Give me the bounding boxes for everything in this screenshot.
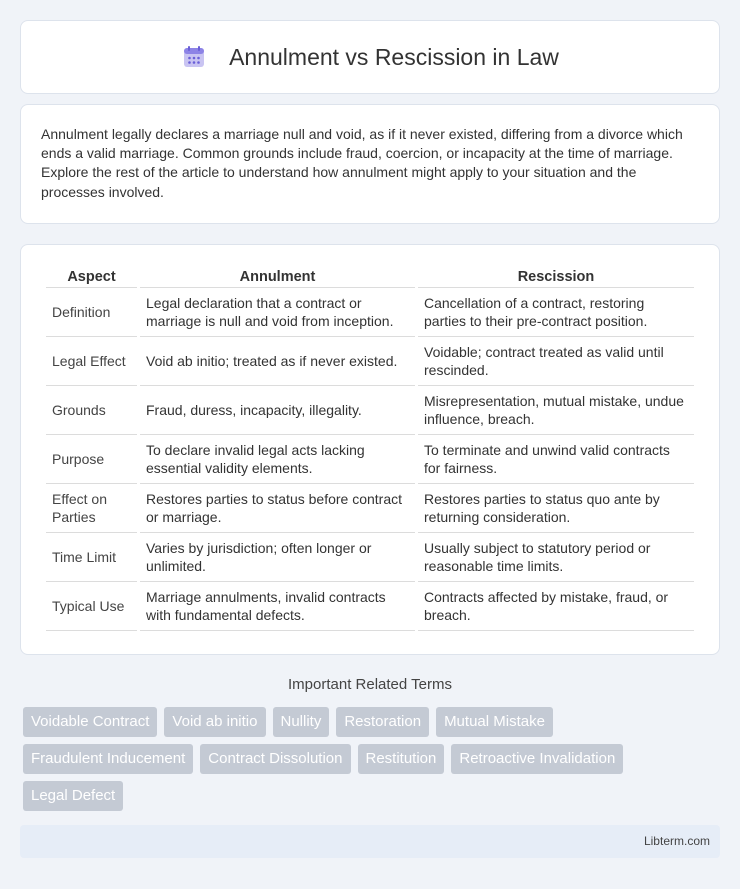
- row-annulment: Marriage annulments, invalid contracts with fundamental defects.: [140, 582, 415, 631]
- comparison-table-card: [20, 244, 720, 655]
- table-row: [46, 435, 694, 484]
- related-terms-title: Important Related Terms: [288, 676, 452, 693]
- row-rescission: Voidable; contract treated as valid until rescinded.: [418, 337, 694, 386]
- comparison-table: [43, 265, 697, 631]
- row-aspect: Definition: [46, 288, 137, 337]
- tag-nullity[interactable]: Nullity: [273, 707, 330, 737]
- tag-restoration[interactable]: Restoration: [336, 707, 429, 737]
- row-aspect: Effect on Parties: [46, 484, 137, 533]
- row-annulment: Fraud, duress, incapacity, illegality.: [140, 386, 415, 435]
- table-row: [46, 337, 694, 386]
- intro-card: [20, 104, 720, 224]
- header-annulment: Annulment: [140, 265, 415, 288]
- footer: [20, 825, 720, 858]
- row-annulment: Varies by jurisdiction; often longer or unlimited.: [140, 533, 415, 582]
- header-aspect: Aspect: [46, 265, 137, 288]
- table-row: [46, 533, 694, 582]
- table-row: [46, 582, 694, 631]
- row-aspect: Legal Effect: [46, 337, 137, 386]
- intro-text: Annulment legally declares a marriage null and void, as if it never existed, differing from a divorce which ends a valid marriage. Common grounds include fraud, coercion, or incapacity at the time of marriage. Explore the rest of the article to understand how annulment might apply to your situation and the processes involved.: [41, 126, 683, 200]
- row-annulment: Restores parties to status before contract or marriage.: [140, 484, 415, 533]
- row-aspect: Time Limit: [46, 533, 137, 582]
- row-rescission: Misrepresentation, mutual mistake, undue influence, breach.: [418, 386, 694, 435]
- tag-void-ab-initio[interactable]: Void ab initio: [164, 707, 265, 737]
- footer-site-link[interactable]: Libterm.com: [643, 834, 710, 848]
- row-rescission: To terminate and unwind valid contracts for fairness.: [418, 435, 694, 484]
- row-rescission: Cancellation of a contract, restoring parties to their pre-contract position.: [418, 288, 694, 337]
- tag-voidable-contract[interactable]: Voidable Contract: [23, 707, 157, 737]
- row-rescission: Usually subject to statutory period or reasonable time limits.: [418, 533, 694, 582]
- header-card: [20, 20, 720, 94]
- table-row: [46, 386, 694, 435]
- header-rescission: Rescission: [418, 265, 694, 288]
- row-rescission: Restores parties to status quo ante by returning consideration.: [418, 484, 694, 533]
- table-row: [46, 484, 694, 533]
- related-terms-tags: [23, 707, 723, 818]
- row-annulment: To declare invalid legal acts lacking essential validity elements.: [140, 435, 415, 484]
- tag-legal-defect[interactable]: Legal Defect: [23, 781, 123, 811]
- row-aspect: Typical Use: [46, 582, 137, 631]
- tag-restitution[interactable]: Restitution: [358, 744, 445, 774]
- tag-contract-dissolution[interactable]: Contract Dissolution: [200, 744, 350, 774]
- tag-fraudulent-inducement[interactable]: Fraudulent Inducement: [23, 744, 193, 774]
- row-annulment: Legal declaration that a contract or marriage is null and void from inception.: [140, 288, 415, 337]
- calendar-list-icon: [181, 44, 207, 70]
- row-aspect: Purpose: [46, 435, 137, 484]
- tag-mutual-mistake[interactable]: Mutual Mistake: [436, 707, 553, 737]
- page-title: Annulment vs Rescission in Law: [229, 43, 559, 70]
- row-aspect: Grounds: [46, 386, 137, 435]
- row-annulment: Void ab initio; treated as if never existed.: [140, 337, 415, 386]
- tag-retroactive-invalidation[interactable]: Retroactive Invalidation: [451, 744, 623, 774]
- row-rescission: Contracts affected by mistake, fraud, or breach.: [418, 582, 694, 631]
- table-row: [46, 288, 694, 337]
- table-header-row: [46, 265, 694, 288]
